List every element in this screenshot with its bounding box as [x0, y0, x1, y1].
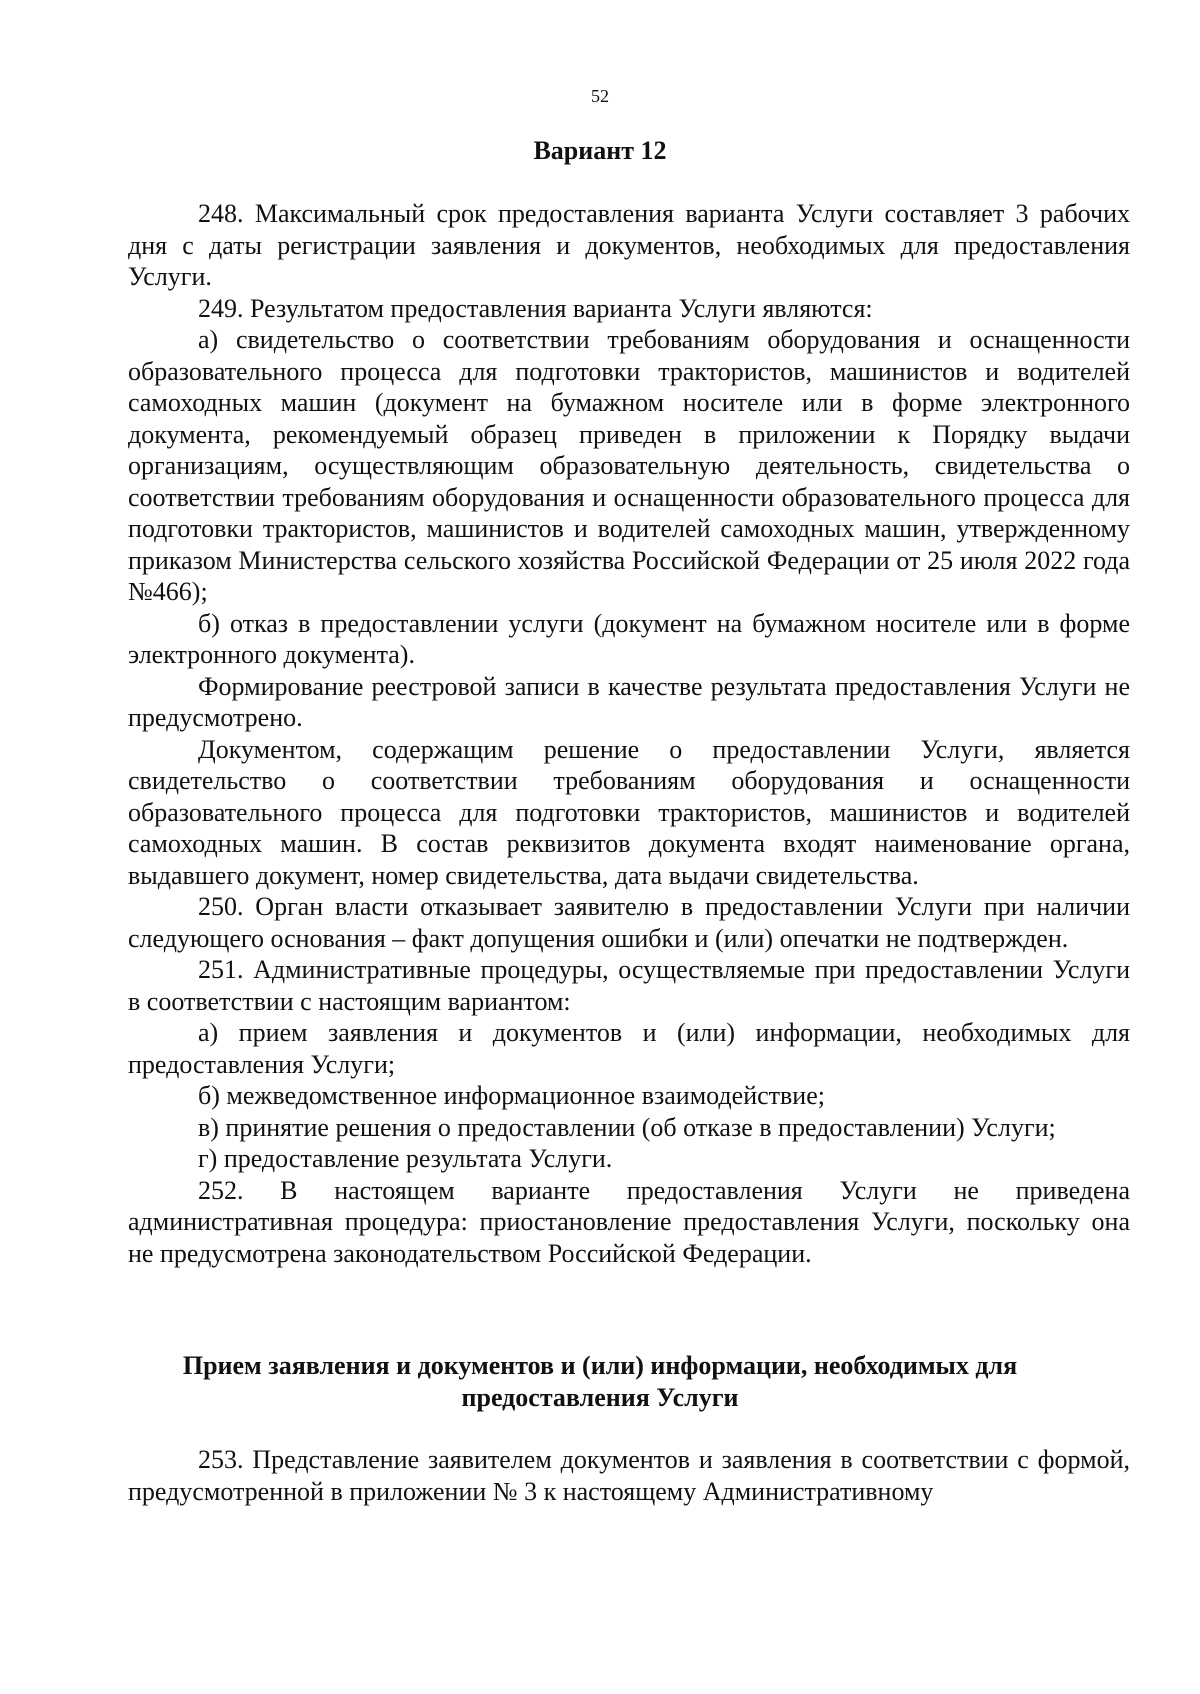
paragraph-251: 251. Административные процедуры, осуществляемые при предоставлении Услуги в соответствии с настоящим вариантом:: [128, 955, 1130, 1016]
paragraph-registry-note: Формирование реестровой записи в качестве результата предоставления Услуги не предусмотрено.: [128, 671, 1130, 732]
paragraph-decision-document: Документом, содержащим решение о предоставлении Услуги, является свидетельство о соответствии требованиям оборудования и оснащенности образовательного процесса для подготовки трактористов, машинистов и водителей самоходных машин. В состав реквизитов документа входят наименование органа, выдавшего документ, номер свидетельства, дата выдачи свидетельства.: [128, 734, 1130, 890]
paragraph-249: 249. Результатом предоставления варианта Услуги являются:: [198, 293, 873, 323]
paragraph-252: 252. В настоящем варианте предоставления Услуги не приведена административная процедура: приостановление предоставления Услуги, поскольку она не предусмотрена законодательством Российской Федерации.: [128, 1175, 1130, 1268]
page-number: 52: [591, 86, 609, 106]
paragraph-251-item-v: в) принятие решения о предоставлении (об отказе в предоставлении) Услуги;: [198, 1112, 1056, 1142]
paragraph-249-item-b: б) отказ в предоставлении услуги (документ на бумажном носителе или в форме электронного документа).: [128, 608, 1130, 669]
paragraph-248: 248. Максимальный срок предоставления варианта Услуги составляет 3 рабочих дня с даты регистрации заявления и документов, необходимых для предоставления Услуги.: [128, 199, 1130, 291]
section-body: [128, 1444, 1130, 1507]
variant-heading: Вариант 12: [533, 136, 667, 165]
document-body: [128, 198, 1130, 1269]
paragraph-253: 253. Представление заявителем документов и заявления в соответствии с формой, предусмотренной в приложении № 3 к настоящему Административному: [128, 1445, 1130, 1506]
paragraph-250: 250. Орган власти отказывает заявителю в предоставлении Услуги при наличии следующего основания – факт допущения ошибки и (или) опечатки не подтвержден.: [128, 892, 1130, 953]
paragraph-249-item-a: а) свидетельство о соответствии требованиям оборудования и оснащенности образовательного процесса для подготовки трактористов, машинистов и водителей самоходных машин (документ на бумажном носителе или в форме электронного документа, рекомендуемый образец приведен в приложении к Порядку выдачи организациям, осуществляющим образовательную деятельность, свидетельства о соответствии требованиям оборудования и оснащенности образовательного процесса для подготовки трактористов, машинистов и водителей самоходных машин, утвержденному приказом Министерства сельского хозяйства Российской Федерации от 25 июля 2022 года №466);: [128, 325, 1130, 606]
paragraph-251-item-g: г) предоставление результата Услуги.: [198, 1144, 613, 1173]
paragraph-251-item-a: а) прием заявления и документов и (или) информации, необходимых для предоставления Услуги;: [128, 1018, 1130, 1079]
paragraph-251-item-b: б) межведомственное информационное взаимодействие;: [198, 1081, 825, 1110]
section-heading: Прием заявления и документов и (или) информации, необходимых для предоставления Услуги: [182, 1351, 1018, 1412]
